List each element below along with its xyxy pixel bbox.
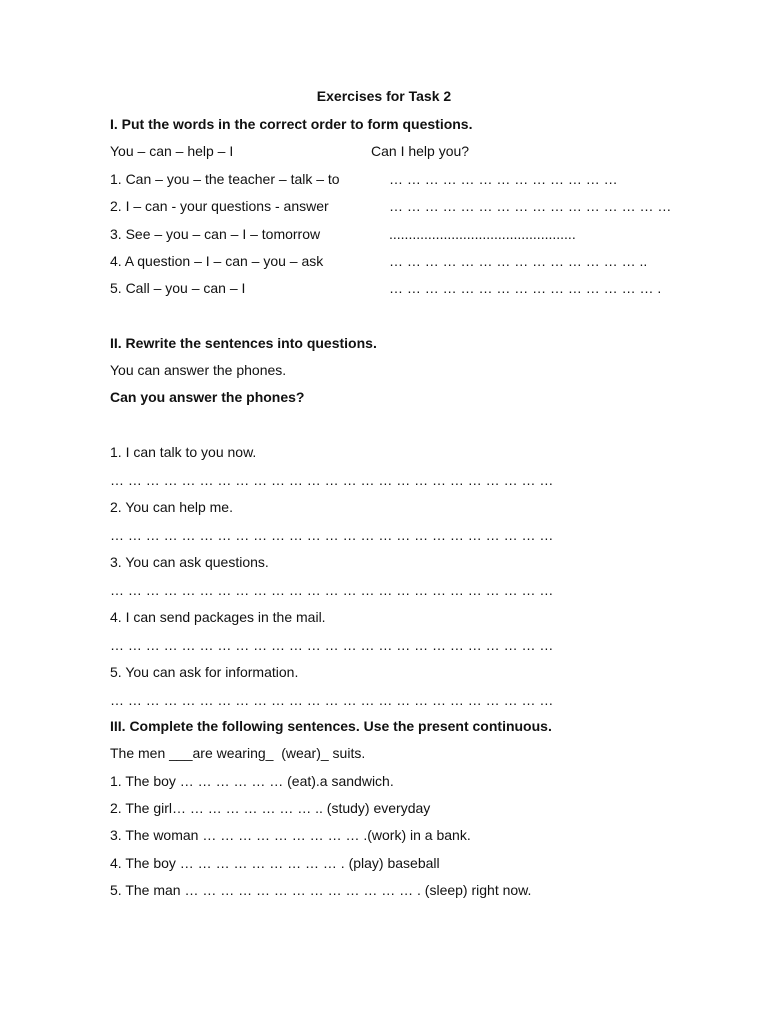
section-2-item-2-blank: … … … … … … … … … … … … … … … … … … … … … … … … … [110,527,554,543]
section-3-heading: III. Complete the following sentences. Use the present continuous. [110,718,552,734]
section-2-example-answer: Can you answer the phones? [110,389,305,405]
section-2-item-1-prompt: 1. I can talk to you now. [110,444,257,460]
section-2-item-1-blank: … … … … … … … … … … … … … … … … … … … … … … … … … [110,472,554,488]
section-1-item-4-prompt: 4. A question – I – can – you – ask [110,253,324,269]
section-2-heading: II. Rewrite the sentences into questions. [110,335,377,351]
section-3-example: The men ___are wearing_ (wear)_ suits. [110,745,366,761]
page-title: Exercises for Task 2 [316,88,452,104]
section-3-item-2: 2. The girl… … … … … … … … .. (study) everyday [110,800,431,816]
section-1-example-answer: Can I help you? [371,143,470,159]
section-2-example-prompt: You can answer the phones. [110,362,287,378]
section-3-item-4: 4. The boy … … … … … … … … … . (play) baseball [110,855,440,871]
section-1-item-5-prompt: 5. Call – you – can – I [110,280,246,296]
section-2-item-3-blank: … … … … … … … … … … … … … … … … … … … … … … … … … [110,582,554,598]
section-3-item-1: 1. The boy … … … … … … (eat).a sandwich. [110,773,394,789]
section-2-item-4-blank: … … … … … … … … … … … … … … … … … … … … … … … … … [110,637,554,653]
section-2-item-4-prompt: 4. I can send packages in the mail. [110,609,326,625]
section-1-item-5-blank: … … … … … … … … … … … … … … … . [389,280,662,296]
section-1-item-2-prompt: 2. I – can - your questions - answer [110,198,329,214]
section-2-item-3-prompt: 3. You can ask questions. [110,554,269,570]
section-1-heading: I. Put the words in the correct order to form questions. [110,116,473,132]
section-2-item-5-blank: … … … … … … … … … … … … … … … … … … … … … … … … … [110,692,554,708]
section-2-item-5-prompt: 5. You can ask for information. [110,664,299,680]
section-1-item-2-blank: … … … … … … … … … … … … … … … … [389,198,672,214]
section-3-item-3: 3. The woman … … … … … … … … … .(work) in a bank. [110,827,471,843]
section-1-item-1-blank: … … … … … … … … … … … … … [389,171,618,187]
section-1-example-prompt: You – can – help – I [110,143,234,159]
section-1-item-3-blank: ................................................ [389,226,576,242]
section-3-item-5: 5. The man … … … … … … … … … … … … … . (sleep) right now. [110,882,532,898]
section-2-item-2-prompt: 2. You can help me. [110,499,233,515]
section-1-item-3-prompt: 3. See – you – can – I – tomorrow [110,226,321,242]
section-1-item-1-prompt: 1. Can – you – the teacher – talk – to [110,171,340,187]
section-1-item-4-blank: … … … … … … … … … … … … … … .. [389,253,648,269]
